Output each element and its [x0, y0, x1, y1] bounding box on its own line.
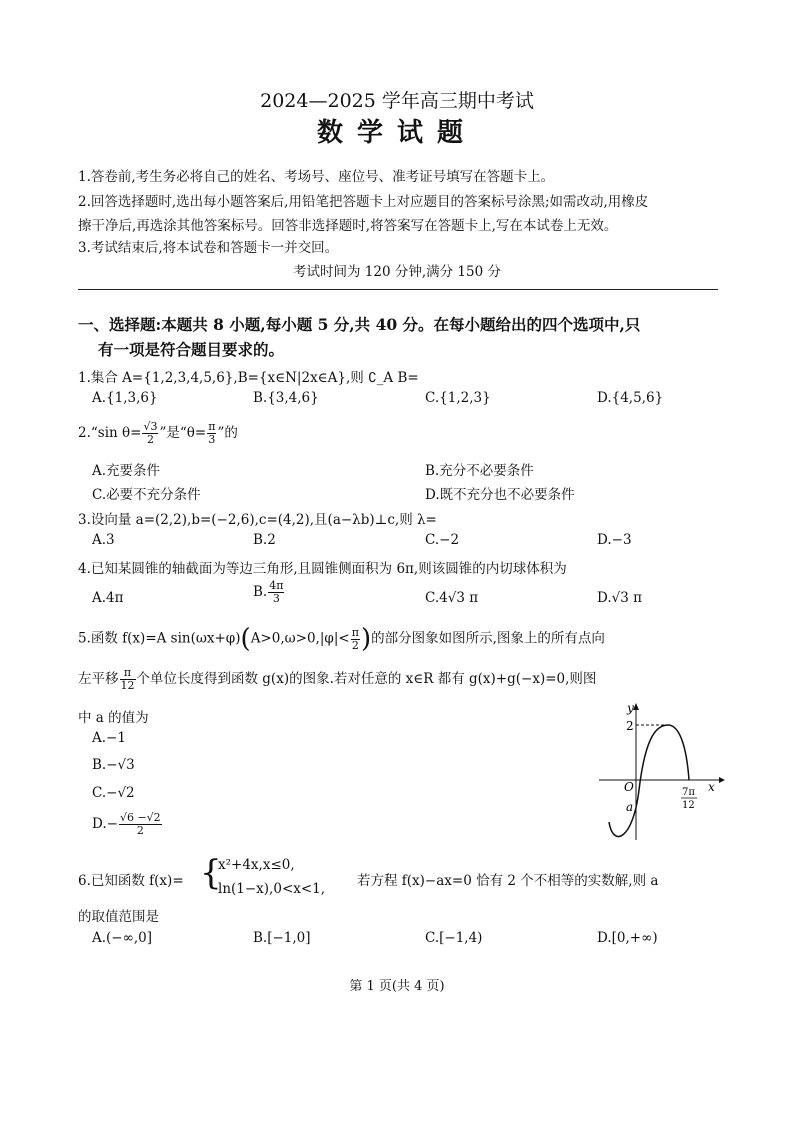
q4-option-b — [253, 580, 285, 605]
page-footer: 第 1 页(共 4 页) — [349, 979, 445, 994]
q5-option-d — [92, 812, 163, 837]
q1-option-b: B.{3,4,6} — [253, 390, 319, 406]
q6-case-1: x²+4x,x≤0, — [218, 857, 295, 873]
graph-max-label: 2 — [626, 719, 634, 733]
q2-fraction-2 — [207, 421, 216, 446]
q5-d-num: √6 −√2 — [119, 811, 161, 824]
exam-title: 2024—2025 学年高三期中考试 — [260, 90, 534, 112]
q6-text-3: 的取值范围是 — [78, 909, 159, 925]
q3-option-b: B.2 — [253, 532, 276, 548]
q4-stem: 4.已知某圆锥的轴截面为等边三角形,且圆锥侧面积为 6π,则该圆锥的内切球体积为 — [78, 561, 567, 577]
q6-text-2: 若方程 f(x)−ax=0 恰有 2 个不相等的实数解,则 a — [357, 873, 659, 889]
q2-option-c: C.必要不充分条件 — [92, 487, 201, 503]
q5-frac1-num: π — [351, 625, 359, 639]
q5-text-2: A>0,ω>0,|φ|< — [250, 630, 350, 647]
graph-origin-label: O — [624, 780, 634, 794]
graph-sine-curve — [609, 725, 689, 836]
section-heading-line-2: 有一项是符合题目要求的。 — [98, 340, 285, 359]
q6-case-2: ln(1−x),0<x<1, — [218, 881, 326, 897]
q5-paren-close: ) — [360, 624, 372, 654]
q5-option-a: A.−1 — [92, 730, 126, 746]
q6-stem-line-1 — [78, 869, 184, 889]
q5-text-3: 的部分图象如图所示,图象上的所有点向 — [371, 630, 605, 647]
q5-stem-line-2 — [78, 667, 596, 692]
graph-zero-den: 12 — [682, 800, 695, 811]
q6-option-b: B.[−1,0] — [253, 930, 311, 946]
divider-rule — [78, 289, 718, 290]
q6-option-d: D.[0,+∞) — [597, 930, 658, 946]
q6-option-c: C.[−1,4) — [425, 930, 483, 946]
q5-option-c: C.−√2 — [92, 785, 135, 801]
graph-x-arrow — [719, 777, 725, 783]
note-line-2: 2.回答选择题时,选出每小题答案后,用铅笔把答题卡上对应题目的答案标号涂黑;如需改动,用橡皮 — [78, 194, 649, 210]
q2-frac2-den: 3 — [208, 433, 216, 446]
q6-left-brace: { — [200, 853, 222, 893]
graph-x-label: x — [708, 780, 715, 794]
graph-a-label: a — [626, 800, 634, 814]
q2-frac2-num: π — [208, 420, 216, 433]
q2-fraction-1 — [142, 421, 158, 446]
graph-zero-num: 7π — [682, 787, 695, 798]
q1-option-d: D.{4,5,6} — [597, 390, 664, 406]
q2-option-a: A.充要条件 — [92, 463, 161, 479]
q1-option-a: A.{1,3,6} — [92, 390, 158, 406]
q6-text-1: 6.已知函数 f(x)= — [78, 873, 184, 889]
q5-frac1-den: 2 — [351, 638, 359, 652]
q2-text-2: ”是“θ= — [159, 425, 207, 441]
q2-frac1-num: √3 — [143, 420, 158, 433]
q1-option-c: C.{1,2,3} — [425, 390, 491, 406]
q5-frac2-num: π — [120, 667, 136, 680]
q5-text-1: 5.函数 f(x)=A sin(ωx+φ) — [78, 630, 241, 647]
q3-option-c: C.−2 — [425, 532, 460, 548]
q4-option-b-prefix: B. — [253, 584, 268, 600]
q2-stem — [78, 421, 238, 446]
q5-text-4: 左平移 — [78, 671, 119, 687]
q2-text-1: 2.“sin θ= — [78, 425, 142, 441]
q5-stem-line-1 — [78, 624, 605, 654]
q5-paren-open: ( — [240, 624, 251, 654]
q5-text-5: 个单位长度得到函数 g(x)的图象.若对任意的 x∈R 都有 g(x)+g(−x)=0,则图 — [136, 671, 597, 687]
q6-option-a: A.(−∞,0] — [92, 930, 153, 946]
q2-frac1-den: 2 — [146, 433, 154, 446]
q4-option-b-fraction — [268, 580, 284, 605]
q2-option-d: D.既不充分也不必要条件 — [425, 487, 575, 503]
q5-fraction-2 — [120, 667, 136, 692]
q4-b-num: 4π — [269, 579, 284, 592]
q2-text-3: ”的 — [217, 425, 238, 441]
section-heading-line-1: 一、选择题:本题共 8 小题,每小题 5 分,共 40 分。在每小题给出的四个选项中,只 — [78, 315, 641, 334]
q2-option-b: B.充分不必要条件 — [425, 463, 534, 479]
q4-option-d: D.√3 π — [597, 590, 642, 606]
exam-time: 考试时间为 120 分钟,满分 150 分 — [293, 264, 501, 280]
q4-option-a: A.4π — [92, 590, 124, 606]
graph-y-label: y — [627, 701, 634, 715]
exam-subtitle: 数学试题 — [316, 118, 477, 148]
note-line-3: 擦干净后,再选涂其他答案标号。回答非选择题时,将答案写在答题卡上,写在本试卷上无效。 — [78, 218, 618, 234]
q5-option-d-prefix: D.− — [92, 816, 118, 832]
q5-d-den: 2 — [136, 824, 144, 837]
q5-option-d-fraction — [119, 812, 162, 837]
q3-option-d: D.−3 — [597, 532, 632, 548]
note-line-1: 1.答卷前,考生务必将自己的姓名、考场号、座位号、准考证号填写在答题卡上。 — [78, 169, 555, 185]
q5-option-b: B.−√3 — [92, 757, 135, 773]
q5-fraction-1 — [351, 627, 360, 652]
q5-frac2-den: 12 — [120, 679, 135, 692]
q5-stem-line-3: 中 a 的值为 — [78, 710, 149, 726]
q5-function-graph — [595, 700, 725, 845]
q4-option-c: C.4√3 π — [425, 590, 479, 606]
note-line-4: 3.考试结束后,将本试卷和答题卡一并交回。 — [78, 240, 339, 256]
graph-y-arrow — [633, 703, 639, 710]
q1-stem: 1.集合 A={1,2,3,4,5,6},B={x∈N|2x∈A},则 ∁_A B= — [78, 370, 419, 386]
q4-b-den: 3 — [272, 592, 280, 605]
q3-stem: 3.设向量 a=(2,2),b=(−2,6),c=(4,2),且(a−λb)⊥c,则 λ= — [78, 512, 437, 528]
q3-option-a: A.3 — [92, 532, 115, 548]
